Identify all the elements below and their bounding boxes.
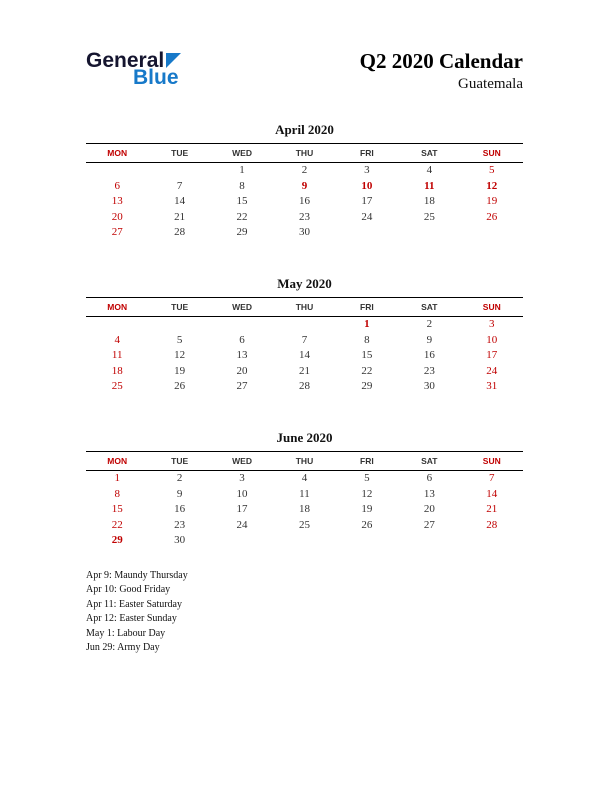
calendar-day: 1 bbox=[114, 471, 120, 484]
calendar-day: 11 bbox=[111, 349, 123, 362]
calendar-day: 26 bbox=[174, 380, 186, 393]
calendar-week-row bbox=[86, 364, 523, 380]
calendar-day: 21 bbox=[486, 503, 498, 516]
month-june-2020 bbox=[86, 430, 523, 549]
calendar-day: 30 bbox=[423, 380, 435, 393]
calendar-day: 28 bbox=[174, 226, 186, 239]
calendar-day: 10 bbox=[361, 179, 373, 192]
calendar-day: 23 bbox=[423, 364, 435, 377]
calendar-day: 9 bbox=[301, 179, 308, 192]
calendar-week-row bbox=[86, 518, 523, 534]
calendar-day: 23 bbox=[298, 210, 310, 223]
calendar-day: 8 bbox=[239, 179, 245, 192]
calendar-day: 4 bbox=[114, 333, 120, 346]
day-header-thu: THU bbox=[273, 451, 335, 470]
calendar-day: 24 bbox=[236, 518, 248, 531]
holiday-note: Apr 10: Good Friday bbox=[86, 584, 171, 596]
calendar-day: 2 bbox=[176, 471, 183, 484]
calendar-day: 18 bbox=[298, 503, 310, 516]
calendar-day: 29 bbox=[361, 380, 373, 393]
month-title: May 2020 bbox=[277, 275, 332, 291]
calendar-day: 13 bbox=[236, 349, 248, 362]
month-april-2020 bbox=[86, 122, 523, 241]
calendar-day: 14 bbox=[174, 195, 186, 208]
calendar-day: 21 bbox=[298, 364, 310, 377]
calendar-day-empty bbox=[336, 533, 398, 549]
day-header-fri: FRI bbox=[336, 144, 398, 163]
day-header-tue: TUE bbox=[148, 297, 210, 316]
calendar-day: 8 bbox=[364, 333, 370, 346]
month-may-2020 bbox=[86, 276, 523, 395]
day-header-sun: SUN bbox=[461, 451, 523, 470]
calendar-day: 14 bbox=[298, 349, 310, 362]
calendar-day: 22 bbox=[236, 210, 248, 223]
calendar-day: 19 bbox=[486, 195, 498, 208]
calendar-day: 22 bbox=[361, 364, 373, 377]
calendar-week-row bbox=[86, 210, 523, 226]
calendar-day: 19 bbox=[361, 503, 373, 516]
months-container bbox=[86, 122, 523, 584]
calendar-day-empty bbox=[273, 533, 335, 549]
calendar-day: 31 bbox=[486, 380, 498, 393]
day-header-sat: SAT bbox=[398, 297, 460, 316]
calendar-day-empty bbox=[86, 316, 148, 332]
calendar-week-row bbox=[86, 502, 523, 518]
calendar-day: 29 bbox=[236, 226, 248, 239]
calendar-day: 11 bbox=[299, 487, 310, 500]
calendar-day: 13 bbox=[111, 195, 123, 208]
day-header-sat: SAT bbox=[398, 451, 460, 470]
calendar-day: 9 bbox=[426, 333, 433, 346]
calendar-day: 27 bbox=[236, 380, 248, 393]
calendar-day: 25 bbox=[111, 380, 123, 393]
calendar-week-row bbox=[86, 470, 523, 486]
page-title: Q2 2020 Calendar bbox=[359, 49, 523, 73]
calendar-day: 7 bbox=[176, 179, 183, 192]
month-table bbox=[86, 451, 523, 549]
calendar-day: 18 bbox=[423, 195, 435, 208]
calendar-day: 5 bbox=[489, 164, 495, 176]
holiday-list bbox=[86, 569, 188, 655]
calendar-day: 2 bbox=[426, 317, 433, 330]
calendar-week-row bbox=[86, 333, 523, 349]
calendar-day: 10 bbox=[236, 487, 248, 500]
calendar-day: 30 bbox=[298, 226, 310, 239]
day-header-tue: TUE bbox=[148, 451, 210, 470]
calendar-day: 10 bbox=[486, 333, 498, 346]
day-header-wed: WED bbox=[211, 451, 273, 470]
calendar-day: 15 bbox=[236, 195, 248, 208]
holiday-note: Apr 9: Maundy Thursday bbox=[86, 570, 188, 581]
page-subtitle: Guatemala bbox=[458, 76, 523, 93]
calendar-day-empty bbox=[211, 533, 273, 549]
calendar-day: 3 bbox=[239, 471, 245, 484]
calendar-day: 28 bbox=[298, 380, 310, 393]
general-blue-logo bbox=[86, 50, 181, 88]
day-header-wed: WED bbox=[211, 297, 273, 316]
month-table bbox=[86, 143, 523, 241]
calendar-day: 16 bbox=[174, 503, 186, 516]
calendar-day: 17 bbox=[486, 349, 498, 362]
calendar-day-empty bbox=[148, 316, 210, 332]
calendar-day-empty bbox=[273, 316, 335, 332]
calendar-day: 13 bbox=[423, 487, 435, 500]
calendar-day: 14 bbox=[486, 487, 498, 500]
calendar-day: 11 bbox=[424, 179, 435, 192]
holiday-note: May 1: Labour Day bbox=[86, 627, 166, 639]
day-header-sun: SUN bbox=[461, 144, 523, 163]
calendar-day: 5 bbox=[364, 471, 370, 484]
calendar-day: 27 bbox=[111, 226, 123, 239]
day-header-tue: TUE bbox=[148, 144, 210, 163]
calendar-week-row bbox=[86, 316, 523, 332]
day-header-fri: FRI bbox=[336, 297, 398, 316]
calendar-week-row bbox=[86, 194, 523, 210]
calendar-day: 3 bbox=[489, 317, 495, 330]
calendar-week-row bbox=[86, 225, 523, 241]
day-header-thu: THU bbox=[273, 144, 335, 163]
holiday-note: Apr 11: Easter Saturday bbox=[86, 598, 182, 610]
calendar-day-empty bbox=[148, 163, 210, 179]
calendar-day: 21 bbox=[174, 210, 186, 223]
calendar-day: 6 bbox=[114, 179, 120, 192]
calendar-day: 12 bbox=[361, 487, 373, 500]
month-table bbox=[86, 297, 523, 395]
calendar-week-row bbox=[86, 379, 523, 395]
calendar-day: 16 bbox=[423, 349, 435, 362]
calendar-day: 4 bbox=[301, 471, 308, 484]
calendar-day: 26 bbox=[361, 518, 373, 531]
day-header-mon: MON bbox=[86, 144, 148, 163]
calendar-week-row bbox=[86, 348, 523, 364]
calendar-day: 20 bbox=[423, 503, 435, 516]
day-header-mon: MON bbox=[86, 451, 148, 470]
calendar-day-empty bbox=[398, 533, 460, 549]
calendar-day: 1 bbox=[364, 317, 370, 330]
month-title: April 2020 bbox=[275, 122, 334, 137]
calendar-day: 18 bbox=[111, 364, 123, 377]
day-header-sat: SAT bbox=[398, 144, 460, 163]
calendar-day: 7 bbox=[489, 471, 495, 484]
calendar-day: 12 bbox=[174, 349, 186, 362]
day-header-thu: THU bbox=[273, 297, 335, 316]
calendar-day: 6 bbox=[239, 333, 245, 346]
calendar-day-empty bbox=[86, 163, 148, 179]
calendar-day: 20 bbox=[236, 364, 248, 377]
calendar-day: 25 bbox=[298, 518, 310, 531]
month-title: June 2020 bbox=[276, 429, 333, 445]
holiday-note: Jun 29: Army Day bbox=[86, 642, 160, 654]
title-block bbox=[360, 50, 523, 93]
calendar-day-empty bbox=[461, 225, 523, 241]
calendar-day: 27 bbox=[423, 518, 435, 531]
calendar-day-empty bbox=[461, 533, 523, 549]
logo-text-general: General bbox=[86, 49, 165, 72]
calendar-day-empty bbox=[398, 225, 460, 241]
calendar-day: 5 bbox=[176, 333, 183, 346]
calendar-day: 22 bbox=[111, 518, 123, 531]
calendar-day: 24 bbox=[361, 210, 373, 223]
calendar-week-row bbox=[86, 179, 523, 195]
calendar-day: 3 bbox=[364, 164, 370, 176]
day-header-wed: WED bbox=[211, 144, 273, 163]
calendar-day: 9 bbox=[176, 487, 183, 500]
page-header bbox=[86, 50, 523, 93]
calendar-week-row bbox=[86, 533, 523, 549]
calendar-day: 4 bbox=[426, 164, 433, 176]
calendar-day: 28 bbox=[486, 518, 498, 531]
calendar-week-row bbox=[86, 163, 523, 179]
day-header-sun: SUN bbox=[461, 297, 523, 316]
calendar-day: 7 bbox=[301, 333, 308, 346]
calendar-day: 24 bbox=[486, 364, 498, 377]
calendar-week-row bbox=[86, 487, 523, 503]
day-header-mon: MON bbox=[86, 297, 148, 316]
calendar-day-empty bbox=[211, 316, 273, 332]
holiday-note: Apr 12: Easter Sunday bbox=[86, 613, 177, 625]
calendar-day: 26 bbox=[486, 210, 498, 223]
calendar-day: 8 bbox=[114, 487, 120, 500]
calendar-day: 23 bbox=[174, 518, 186, 531]
calendar-day: 25 bbox=[423, 210, 435, 223]
logo-text-blue: Blue bbox=[133, 66, 179, 89]
calendar-day: 15 bbox=[111, 503, 123, 516]
calendar-day: 20 bbox=[111, 210, 123, 223]
calendar-day: 15 bbox=[361, 349, 373, 362]
calendar-day: 6 bbox=[426, 471, 433, 484]
calendar-day: 17 bbox=[236, 503, 248, 516]
calendar-day: 30 bbox=[174, 534, 186, 547]
calendar-day: 1 bbox=[239, 164, 245, 176]
calendar-day: 16 bbox=[298, 195, 310, 208]
calendar-day: 19 bbox=[174, 364, 186, 377]
calendar-day: 29 bbox=[111, 534, 123, 547]
day-header-fri: FRI bbox=[336, 451, 398, 470]
calendar-day: 2 bbox=[301, 164, 308, 176]
calendar-day: 17 bbox=[361, 195, 373, 208]
calendar-day: 12 bbox=[486, 179, 498, 192]
calendar-day-empty bbox=[336, 225, 398, 241]
